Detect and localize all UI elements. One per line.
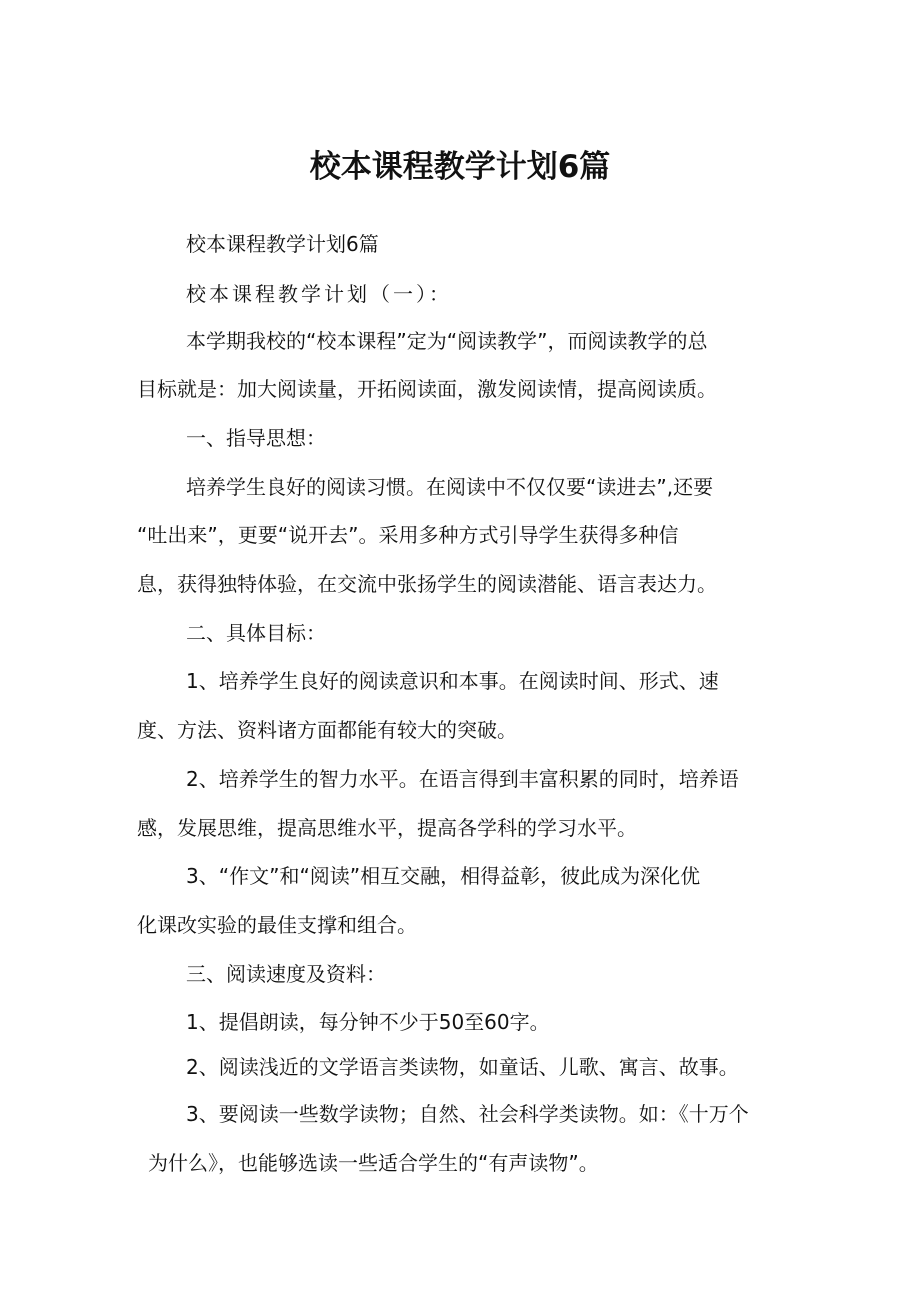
section-heading-guiding-thought: 一、指导思想： [186, 426, 326, 450]
list-item: 3、“作文”和“阅读”相互交融，相得益彰，彼此成为深化优 [186, 864, 701, 888]
list-item: 2、培养学生的智力水平。在语言得到丰富积累的同时，培养语 [186, 767, 739, 791]
list-item: 3、要阅读一些数学读物；自然、社会科学类读物。如：《十万个 [186, 1102, 749, 1126]
list-item-continuation: 为什么》，也能够选读一些适合学生的“有声读物”。 [148, 1151, 599, 1175]
list-item: 2、阅读浅近的文学语言类读物，如童话、儿歌、寓言、故事。 [186, 1055, 739, 1079]
section-heading-plan-one: 校本课程教学计划（一）： [186, 282, 452, 306]
paragraph-line: 息，获得独特体验，在交流中张扬学生的阅读潜能、语言表达力。 [137, 572, 717, 596]
subtitle-line: 校本课程教学计划6篇 [186, 232, 379, 256]
paragraph-line: 目标就是：加大阅读量，开拓阅读面，激发阅读情，提高阅读质。 [137, 377, 717, 401]
document-title: 校本课程教学计划6篇 [309, 149, 611, 185]
list-item: 1、培养学生良好的阅读意识和本事。在阅读时间、形式、速 [186, 669, 719, 693]
paragraph-line: 本学期我校的“校本课程”定为“阅读教学”，而阅读教学的总 [186, 329, 708, 353]
paragraph-line: “吐出来”，更要“说开去”。采用多种方式引导学生获得多种信 [137, 523, 679, 547]
list-item: 1、提倡朗读，每分钟不少于50至60字。 [186, 1010, 550, 1034]
section-heading-reading-speed: 三、阅读速度及资料： [186, 962, 386, 986]
list-item-continuation: 度、方法、资料诸方面都能有较大的突破。 [137, 718, 517, 742]
paragraph-line: 培养学生良好的阅读习惯。在阅读中不仅仅要“读进去”,还要 [186, 475, 714, 499]
list-item-continuation: 化课改实验的最佳支撑和组合。 [137, 913, 417, 937]
section-heading-specific-goals: 二、具体目标： [186, 621, 326, 645]
list-item-continuation: 感，发展思维，提高思维水平，提高各学科的学习水平。 [137, 816, 637, 840]
